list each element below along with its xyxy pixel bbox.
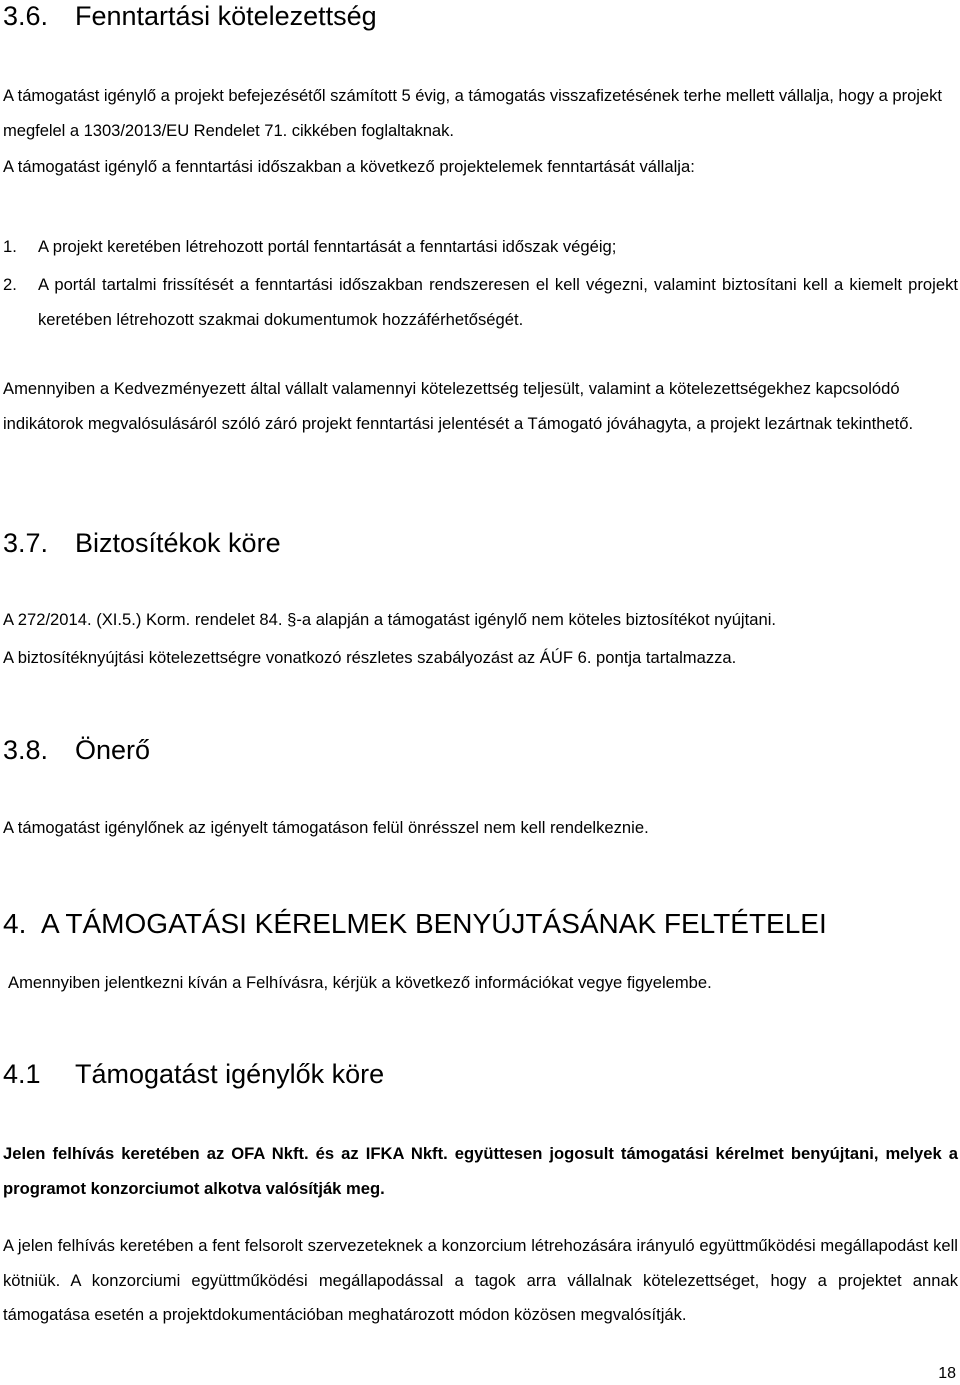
section-title: Önerő: [75, 735, 151, 765]
section-title: Fenntartási kötelezettség: [75, 1, 377, 31]
paragraph: A támogatást igénylő a projekt befejezésétől számított 5 évig, a támogatás visszafizetésének terhe mellett vállalja, hogy a projekt megfelel a 1303/2013/EU Rendelet 71. cikkében foglaltaknak.: [3, 86, 942, 140]
section-heading-3-8: [3, 734, 150, 766]
document-page: [3, 0, 958, 1385]
list-text: A portál tartalmi frissítését a fenntartási időszakban rendszeresen el kell végezni, valamint biztosítani kell a kiemelt projekt keretében létrehozott szakmai dokumentumok hozzáférhetőségét.: [38, 275, 958, 329]
section-number: 3.7.: [3, 528, 49, 558]
chapter-title: A TÁMOGATÁSI KÉRELMEK BENYÚJTÁSÁNAK FELTÉTELEI: [41, 908, 827, 939]
paragraph: A biztosítéknyújtási kötelezettségre vonatkozó részletes szabályozást az ÁÚF 6. pontja tartalmazza.: [3, 648, 737, 667]
paragraph: A támogatást igénylőnek az igényelt támogatáson felül önrésszel nem kell rendelkeznie.: [3, 818, 649, 837]
chapter-heading-4: [3, 908, 827, 940]
list-item: [3, 230, 958, 265]
section-heading-3-7: [3, 527, 281, 559]
list-text: A projekt keretében létrehozott portál fenntartását a fenntartási időszak végéig;: [38, 237, 617, 256]
list-number: 2.: [3, 275, 17, 294]
page-number: 18: [938, 1365, 956, 1382]
bold-paragraph: Jelen felhívás keretében az OFA Nkft. és az IFKA Nkft. együttesen jogosult támogatási kérelmet benyújtani, melyek a programot konzorciumot alkotva valósítják meg.: [3, 1144, 958, 1198]
section-title: Biztosítékok köre: [75, 528, 281, 558]
paragraph: A támogatást igénylő a fenntartási időszakban a következő projektelemek fenntartását vállalja:: [3, 157, 695, 176]
section-title: Támogatást igénylők köre: [75, 1059, 385, 1089]
section-heading-3-6: [3, 0, 377, 32]
section-number: 4.1: [3, 1059, 41, 1089]
section-number: 3.6.: [3, 1, 49, 31]
list-number: 1.: [3, 237, 17, 256]
list-item: [3, 268, 958, 337]
section-heading-4-1: [3, 1058, 384, 1090]
section-number: 3.8.: [3, 735, 49, 765]
paragraph: Amennyiben jelentkezni kíván a Felhívásra, kérjük a következő információkat vegye figyelembe.: [8, 973, 712, 992]
paragraph: A 272/2014. (XI.5.) Korm. rendelet 84. §-a alapján a támogatást igénylő nem köteles biztosítékot nyújtani.: [3, 610, 776, 629]
chapter-number: 4.: [3, 908, 27, 939]
paragraph: Amennyiben a Kedvezményezett által vállalt valamennyi kötelezettség teljesült, valamint a kötelezettségekhez kapcsolódó indikátorok megvalósulásáról szóló záró projekt fenntartási jelentését a Támogató jóváhagyta, a projekt lezártnak tekinthető.: [3, 379, 914, 433]
paragraph: A jelen felhívás keretében a fent felsorolt szervezeteknek a konzorcium létrehozására irányuló együttműködési megállapodást kell kötniük. A konzorciumi együttműködési megállapodással a tagok arra vállalnak kötelezettséget, hogy a projektet annak támogatása esetén a projektdokumentációban meghatározott módon közösen megvalósítják.: [3, 1236, 958, 1324]
